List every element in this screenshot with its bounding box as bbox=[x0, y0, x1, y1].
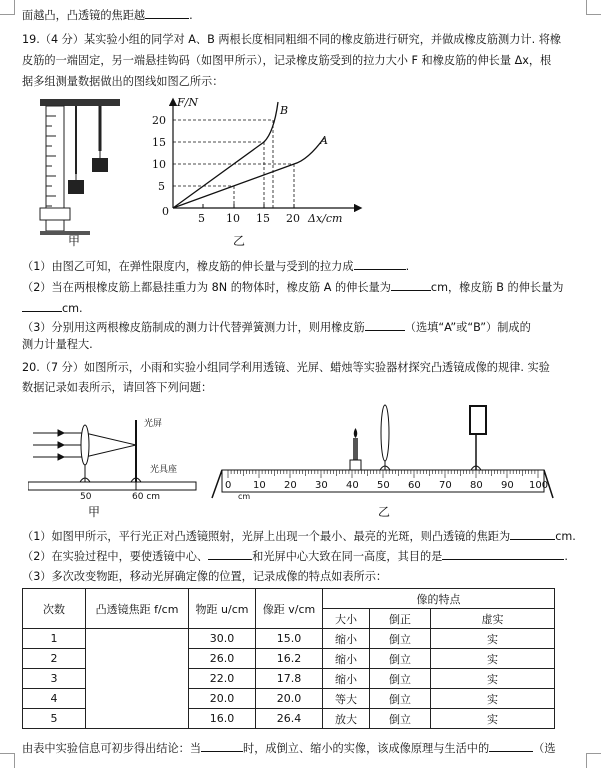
fig20-jia-focal-setup bbox=[28, 400, 198, 500]
imaging-data-table bbox=[22, 588, 555, 729]
answer-blank[interactable] bbox=[510, 528, 555, 540]
cell-real-virtual: 实 bbox=[431, 669, 555, 689]
answer-blank[interactable] bbox=[201, 740, 243, 752]
ruler-tick-label: 10 bbox=[253, 480, 266, 491]
header-cell: 倒正 bbox=[370, 609, 431, 629]
q19-stem-line-3: 据多组测量数据做出的图线如图乙所示： bbox=[22, 75, 224, 88]
cell-orientation: 倒立 bbox=[370, 669, 431, 689]
cell-size: 等大 bbox=[323, 689, 370, 709]
cell-image-distance: 17.8 bbox=[256, 669, 323, 689]
cell-trial: 1 bbox=[23, 629, 86, 649]
y-axis-label: F/N bbox=[177, 96, 198, 109]
answer-blank[interactable] bbox=[208, 548, 252, 560]
text-line-focal-conclusion: 面越凸，凸透镜的焦距越 . bbox=[22, 9, 193, 22]
origin-label: 0 bbox=[162, 205, 169, 218]
q20-part2: （2）在实验过程中，要使透镜中心、 和光屏中心大致在同一高度，其目的是 . bbox=[22, 550, 568, 563]
q19-stem-line-1: 19.（4 分）某实验小组的同学对 A、B 两根长度相同粗细不同的橡皮筋进行研究，并做成橡皮筋测力计. 将橡 bbox=[22, 33, 562, 46]
cell-trial: 2 bbox=[23, 649, 86, 669]
corner-mark-bottom-right bbox=[586, 753, 601, 768]
cell-real-virtual: 实 bbox=[431, 689, 555, 709]
header-cell: 像距 v/cm bbox=[256, 589, 323, 629]
y-tick-label: 15 bbox=[152, 136, 166, 149]
x-tick-label: 10 bbox=[226, 212, 240, 225]
y-tick-label: 20 bbox=[152, 114, 166, 127]
ruler-tick-label: 30 bbox=[315, 480, 328, 491]
corner-mark-top-right bbox=[586, 0, 601, 15]
q20-part3: （3）多次改变物距，移动光屏确定像的位置，记录成像的特点如表所示： bbox=[22, 570, 388, 583]
cell-trial: 4 bbox=[23, 689, 86, 709]
x-tick-label: 5 bbox=[198, 212, 205, 225]
answer-blank[interactable] bbox=[489, 740, 533, 752]
cell-image-distance: 20.0 bbox=[256, 689, 323, 709]
fig20-jia-label: 甲 bbox=[88, 505, 101, 519]
ruler-tick-label: 90 bbox=[501, 480, 514, 491]
bench-label: 光具座 bbox=[150, 465, 178, 475]
ruler-tick-label: 40 bbox=[346, 480, 359, 491]
ruler-tick-label: 80 bbox=[470, 480, 483, 491]
table-row bbox=[23, 629, 555, 649]
ruler-tick-label: 60 bbox=[408, 480, 421, 491]
answer-blank[interactable] bbox=[354, 258, 406, 270]
fig19-jia-apparatus bbox=[28, 96, 123, 246]
fig19-yi-graph bbox=[150, 94, 380, 229]
answer-blank[interactable] bbox=[22, 300, 62, 312]
q20-stem-line-1: 20.（7 分）如图所示，小雨和实验小组同学利用透镜、光屏、蜡烛等实验器材探究凸透镜成像的规律. 实验 bbox=[22, 361, 550, 374]
x-axis-label: Δx/cm bbox=[308, 212, 343, 225]
header-cell: 像的特点 bbox=[323, 589, 555, 609]
cell-real-virtual: 实 bbox=[431, 649, 555, 669]
q19-part2-cont: cm. bbox=[22, 300, 587, 316]
q19-part1: （1）由图乙可知，在弹性限度内，橡皮筋的伸长量与受到的拉力成 . bbox=[22, 260, 410, 273]
fig19-yi-label: 乙 bbox=[233, 234, 246, 248]
cell-object-distance: 16.0 bbox=[189, 709, 256, 729]
cell-focal-length-empty[interactable] bbox=[86, 629, 189, 729]
ruler-unit: cm bbox=[238, 492, 251, 501]
cell-size: 缩小 bbox=[323, 629, 370, 649]
ruler-tick-label: 50 bbox=[377, 480, 390, 491]
ruler-tick-label: 70 bbox=[439, 480, 452, 491]
screen-label: 光屏 bbox=[144, 419, 163, 429]
x-tick-label: 20 bbox=[286, 212, 300, 225]
cell-orientation: 倒立 bbox=[370, 629, 431, 649]
header-cell: 大小 bbox=[323, 609, 370, 629]
cell-size: 缩小 bbox=[323, 669, 370, 689]
cell-orientation: 倒立 bbox=[370, 649, 431, 669]
cell-real-virtual: 实 bbox=[431, 709, 555, 729]
fig19-jia-label: 甲 bbox=[68, 234, 81, 248]
fig20-yi-label: 乙 bbox=[378, 505, 391, 519]
header-cell: 虚实 bbox=[431, 609, 555, 629]
y-tick-label: 10 bbox=[152, 158, 166, 171]
q19-stem-line-2: 皮筋的一端固定，另一端悬挂钩码（如图甲所示），记录橡皮筋受到的拉力大小 F 和橡皮筋的伸长量 Δx，根 bbox=[22, 54, 552, 67]
cell-real-virtual: 实 bbox=[431, 629, 555, 649]
cell-trial: 3 bbox=[23, 669, 86, 689]
ruler-tick-label: 100 bbox=[529, 480, 549, 491]
cell-object-distance: 30.0 bbox=[189, 629, 256, 649]
cell-image-distance: 15.0 bbox=[256, 629, 323, 649]
cell-trial: 5 bbox=[23, 709, 86, 729]
q20-stem-line-2: 数据记录如表所示，请回答下列问题： bbox=[22, 381, 213, 394]
q19-part3-cont: 测力计量程大. bbox=[22, 338, 93, 351]
y-tick-label: 5 bbox=[158, 180, 165, 193]
q19-part2: （2）当在两根橡皮筋上都悬挂重力为 8N 的物体时，橡皮筋 A 的伸长量为 cm，橡皮筋 B 的伸长量为 bbox=[22, 281, 564, 294]
q19-part3: （3）分别用这两根橡皮筋制成的测力计代替弹簧测力计，则用橡皮筋 （选填“A”或“B”）制成的 bbox=[22, 321, 531, 334]
answer-blank[interactable] bbox=[391, 279, 431, 291]
corner-mark-top-left bbox=[0, 0, 15, 15]
ruler-tick-label: 20 bbox=[284, 480, 297, 491]
cell-orientation: 倒立 bbox=[370, 709, 431, 729]
header-cell: 次数 bbox=[23, 589, 86, 629]
line-a-label: A bbox=[320, 134, 328, 147]
corner-mark-bottom-left bbox=[0, 753, 15, 768]
cell-object-distance: 22.0 bbox=[189, 669, 256, 689]
q20-conclusion: 由表中实验信息可初步得出结论：当 时，成倒立、缩小的实像，该成像原理与生活中的 （选 bbox=[22, 742, 556, 755]
q20-part1: （1）如图甲所示，平行光正对凸透镜照射，光屏上出现一个最小、最亮的光斑，则凸透镜的焦距为 cm. bbox=[22, 530, 576, 543]
cell-image-distance: 16.2 bbox=[256, 649, 323, 669]
cell-orientation: 倒立 bbox=[370, 689, 431, 709]
ruler-tick-label: 0 bbox=[225, 480, 232, 491]
answer-blank[interactable] bbox=[365, 319, 405, 331]
table-header-row bbox=[23, 589, 555, 609]
header-cell: 凸透镜焦距 f/cm bbox=[86, 589, 189, 629]
cell-size: 缩小 bbox=[323, 649, 370, 669]
answer-blank[interactable] bbox=[145, 7, 189, 19]
cell-object-distance: 20.0 bbox=[189, 689, 256, 709]
answer-blank[interactable] bbox=[442, 548, 564, 560]
cell-object-distance: 26.0 bbox=[189, 649, 256, 669]
mark-50: 50 bbox=[80, 492, 92, 500]
cell-image-distance: 26.4 bbox=[256, 709, 323, 729]
fig20-yi-optical-bench bbox=[210, 398, 555, 502]
mark-60: 60 cm bbox=[132, 492, 161, 500]
header-cell: 物距 u/cm bbox=[189, 589, 256, 629]
x-tick-label: 15 bbox=[256, 212, 270, 225]
cell-size: 放大 bbox=[323, 709, 370, 729]
line-b-label: B bbox=[280, 104, 289, 117]
